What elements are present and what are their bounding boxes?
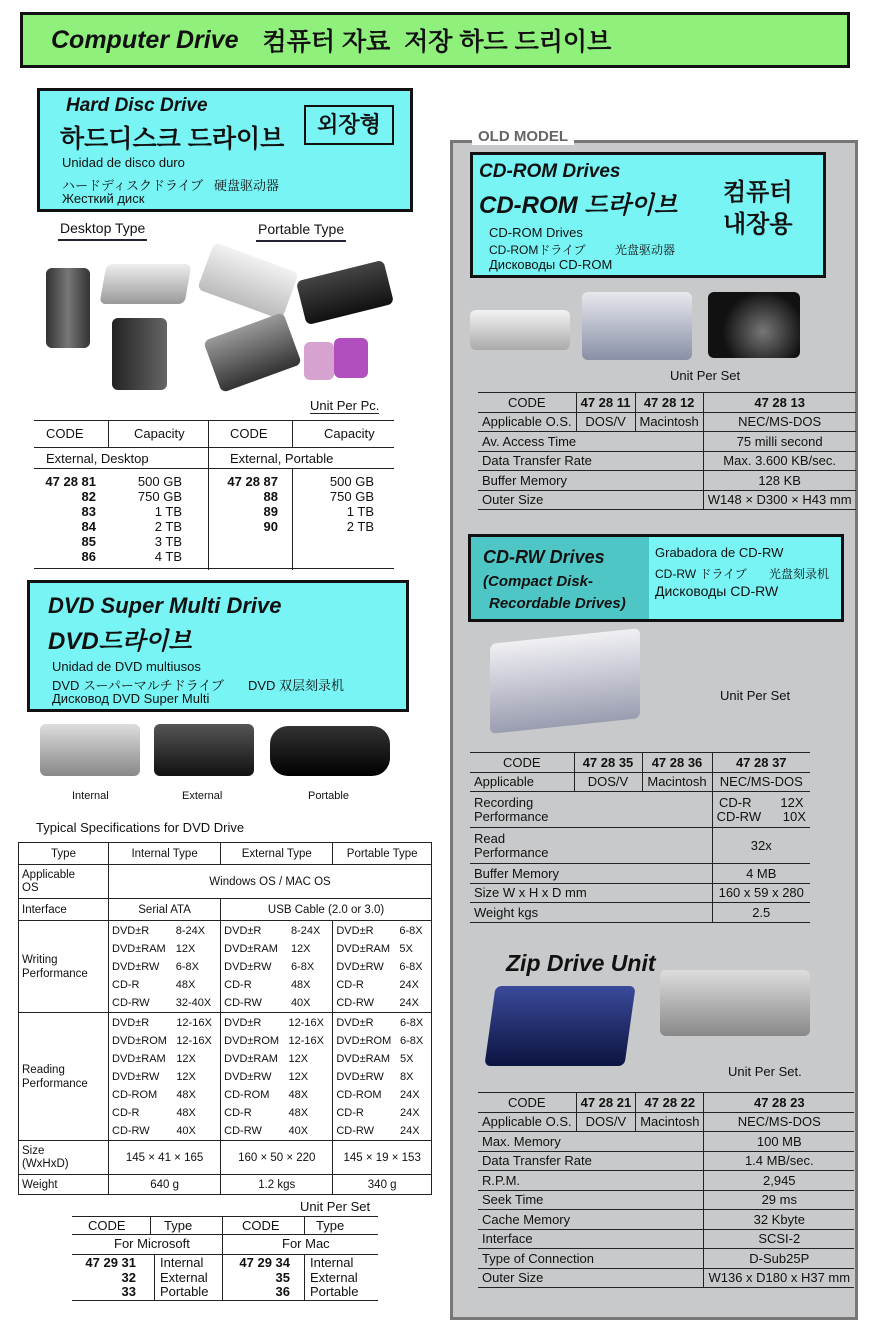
spec-value: 47 28 13 <box>703 393 855 413</box>
spec-row-label: Interface <box>19 899 109 921</box>
spec-size-external: 160 × 50 × 220 <box>221 1141 333 1175</box>
spec-media: DVD±RAM <box>336 1052 391 1065</box>
spec-speed: 5X <box>400 1052 414 1065</box>
spec-media: DVD±R <box>112 924 150 937</box>
spec-speed: 24X <box>399 996 419 1009</box>
internal-dvd-image <box>40 724 140 776</box>
hdd-es: Unidad de disco duro <box>62 155 185 170</box>
portable-hdd-image <box>197 242 299 320</box>
hdd-group-desktop: External, Desktop <box>46 451 149 466</box>
spec-media: CD-RW <box>224 1124 262 1137</box>
table-row <box>478 490 856 510</box>
external-caption: External <box>182 790 223 802</box>
spec-value: 32x <box>712 828 810 864</box>
spec-value: DOS/V <box>574 772 642 792</box>
spec-label: CODE <box>478 393 576 413</box>
spec-speed: 12X <box>288 1070 309 1083</box>
spec-speed: 8-24X <box>290 924 321 937</box>
spec-media: CD-ROM <box>336 1088 382 1101</box>
spec-speed: 24X <box>400 1088 420 1101</box>
spec-value: 47 28 12 <box>635 393 703 413</box>
spec-value: 75 milli second <box>703 432 855 452</box>
spec-value: W136 x D180 x H37 mm <box>704 1268 854 1288</box>
dvd-ru: Дисковод DVD Super Multi <box>52 691 210 706</box>
cdrw-title: CD-RW Drives <box>483 547 605 567</box>
external-dvd-image <box>154 724 254 776</box>
table-row <box>478 1268 854 1288</box>
spec-label: Outer Size <box>478 490 703 510</box>
spec-header: Internal Type <box>109 843 221 865</box>
spec-if-internal: Serial ATA <box>109 899 221 921</box>
table-row <box>470 864 810 884</box>
spec-speed: 40X <box>290 996 311 1009</box>
table-row <box>478 1132 854 1152</box>
spec-write-portable <box>336 922 428 1012</box>
spec-header: Portable Type <box>333 843 432 865</box>
spec-media: DVD±R <box>336 924 374 937</box>
spec-row-label: Size (WxHxD) <box>19 1141 109 1175</box>
spec-write-internal <box>112 922 217 1012</box>
spec-media: DVD±RW <box>224 960 272 973</box>
spec-value: 2.5 <box>712 903 810 923</box>
hdd-zh: 硬盘驱动器 <box>214 178 280 193</box>
spec-media: CD-ROM <box>112 1088 158 1101</box>
old-model-tag: OLD MODEL <box>472 128 574 145</box>
spec-speed: 8-24X <box>175 924 206 937</box>
table-row <box>478 1190 854 1210</box>
spec-media: DVD±R <box>336 1016 374 1029</box>
portable-hdd-image <box>304 342 334 380</box>
cdrom-unit-label: Unit Per Set <box>670 368 741 383</box>
spec-label: Data Transfer Rate <box>478 1151 704 1171</box>
spec-row-label: Writing Performance <box>19 921 109 1013</box>
spec-media: CD-ROM <box>224 1088 270 1101</box>
spec-weight-internal: 640 g <box>109 1175 221 1195</box>
cdrw-subtitle: (Compact Disk- <box>483 573 594 590</box>
cdrw-ja: CD-RW ドライブ <box>655 567 747 581</box>
spec-value: 2,945 <box>704 1171 854 1191</box>
page-banner <box>20 12 850 68</box>
spec-media: DVD±RAM <box>112 1052 166 1065</box>
desktop-hdd-image <box>46 268 90 348</box>
dvd-order-table <box>72 1216 378 1302</box>
spec-value: 47 28 35 <box>574 753 642 773</box>
spec-speed: 6-8X <box>400 1016 424 1029</box>
table-row <box>470 828 810 864</box>
dvd-unit-label: Unit Per Set <box>300 1199 371 1214</box>
order-header: CODE <box>88 1218 126 1233</box>
spec-speed: 6-8X <box>290 960 315 973</box>
spec-media: DVD±R <box>112 1016 150 1029</box>
table-row <box>478 1093 854 1113</box>
desktop-hdd-image <box>99 264 191 304</box>
spec-speed: 48X <box>288 1106 309 1119</box>
spec-speed: 6-8X <box>399 924 423 937</box>
cdrom-en: CD-ROM Drives <box>489 225 583 240</box>
order-ms-types: Internal External Portable <box>160 1255 209 1299</box>
order-ms-codes: 47 29 31 32 33 <box>85 1255 136 1299</box>
table-row <box>478 471 856 491</box>
zip-title: Zip Drive Unit <box>506 950 656 976</box>
internal-caption: Internal <box>72 790 109 802</box>
spec-media: CD-RW <box>336 1124 375 1137</box>
spec-value: 160 x 59 x 280 <box>712 883 810 903</box>
spec-media: DVD±ROM <box>336 1034 392 1047</box>
spec-label: Seek Time <box>478 1190 704 1210</box>
cdrw-image <box>490 628 640 734</box>
spec-weight-portable: 340 g <box>333 1175 432 1195</box>
hdd-header-code: CODE <box>230 426 268 441</box>
zip-unit-label: Unit Per Set. <box>728 1064 802 1079</box>
dvd-title-box <box>27 580 409 712</box>
cdrw-es: Grabadora de CD-RW <box>655 545 784 560</box>
spec-media: CD-R <box>336 978 364 991</box>
zip-drive-image <box>660 970 810 1036</box>
spec-speed: 6-8X <box>399 960 423 973</box>
spec-read-internal <box>112 1014 217 1140</box>
spec-label: Data Transfer Rate <box>478 451 703 471</box>
spec-media: DVD±ROM <box>224 1034 280 1047</box>
spec-if-external: USB Cable (2.0 or 3.0) <box>221 899 432 921</box>
banner-title-ko: 컴퓨터 자료 저장 하드 드리이브 <box>262 28 612 56</box>
table-row <box>478 1112 854 1132</box>
spec-value: DOS/V <box>576 412 635 432</box>
spec-value: 47 28 23 <box>704 1093 854 1113</box>
portable-dvd-image <box>270 726 390 776</box>
spec-speed: 5X <box>399 942 413 955</box>
table-row <box>478 1249 854 1269</box>
spec-header: External Type <box>221 843 333 865</box>
spec-value: W148 × D300 × H43 mm <box>703 490 855 510</box>
spec-label: Av. Access Time <box>478 432 703 452</box>
cdrom-image <box>470 310 570 350</box>
hdd-group-portable: External, Portable <box>230 451 334 466</box>
spec-value: 29 ms <box>704 1190 854 1210</box>
spec-label: Buffer Memory <box>470 864 712 884</box>
spec-speed: 12-16X <box>288 1016 324 1029</box>
spec-media: DVD±RW <box>336 1070 384 1083</box>
cdrom-ja: CD-ROMドライブ <box>489 243 586 257</box>
order-mac-types: Internal External Portable <box>310 1255 359 1299</box>
table-row <box>478 412 856 432</box>
spec-media: CD-R <box>224 1106 252 1119</box>
table-row <box>478 1171 854 1191</box>
spec-size-internal: 145 × 41 × 165 <box>109 1141 221 1175</box>
spec-label: CODE <box>478 1093 576 1113</box>
spec-speed: 32-40X <box>175 996 212 1009</box>
spec-speed: 48X <box>290 978 311 991</box>
cdrom-title-box <box>470 152 826 278</box>
order-group-microsoft: For Microsoft <box>114 1236 190 1251</box>
spec-label: Weight kgs <box>470 903 712 923</box>
spec-value: D-Sub25P <box>704 1249 854 1269</box>
spec-speed: 12X <box>175 942 196 955</box>
spec-row-label: Applicable OS <box>19 865 109 899</box>
dvd-zh: DVD 双层刻录机 <box>248 678 345 693</box>
cdrw-subtitle: Recordable Drives) <box>489 595 626 612</box>
spec-speed: 12X <box>288 1052 309 1065</box>
spec-label: Max. Memory <box>478 1132 704 1152</box>
spec-value: 47 28 21 <box>576 1093 636 1113</box>
spec-label: Applicable O.S. <box>478 1112 576 1132</box>
hdd-title-box <box>37 88 413 212</box>
spec-label: Read Performance <box>470 828 712 864</box>
dvd-spec-title: Typical Specifications for DVD Drive <box>36 820 245 835</box>
spec-speed: 12X <box>290 942 311 955</box>
spec-value: Macintosh <box>635 412 703 432</box>
spec-label: Applicable O.S. <box>478 412 576 432</box>
table-row <box>478 393 856 413</box>
spec-read-portable <box>336 1014 428 1140</box>
hdd-header-capacity: Capacity <box>324 426 375 441</box>
spec-value: CD-R 12X CD-RW 10X <box>712 792 810 828</box>
spec-value: NEC/MS-DOS <box>704 1112 854 1132</box>
spec-media: CD-R <box>112 1106 140 1119</box>
spec-speed: 6-8X <box>175 960 199 973</box>
spec-value: 128 KB <box>703 471 855 491</box>
spec-media: DVD±RAM <box>224 942 278 955</box>
hdd-badge: 외장형 <box>304 105 394 145</box>
spec-value: 47 28 22 <box>636 1093 704 1113</box>
portable-hdd-image <box>296 260 394 325</box>
table-row <box>470 753 810 773</box>
table-row <box>470 792 810 828</box>
spec-speed: 24X <box>399 978 419 991</box>
hdd-code-table <box>34 420 394 570</box>
spec-speed: 6-8X <box>400 1034 424 1047</box>
spec-speed: 12X <box>176 1052 196 1065</box>
spec-value: 32 Kbyte <box>704 1210 854 1230</box>
spec-speed: 24X <box>400 1106 420 1119</box>
hdd-unit-label: Unit Per Pc. <box>310 398 380 413</box>
portable-type-label: Portable Type <box>256 221 346 242</box>
spec-label: R.P.M. <box>478 1171 704 1191</box>
spec-media: DVD±RAM <box>336 942 391 955</box>
spec-media: CD-RW <box>112 1124 150 1137</box>
spec-speed: 8X <box>400 1070 414 1083</box>
spec-weight-external: 1.2 kgs <box>221 1175 333 1195</box>
spec-header: Type <box>19 843 109 865</box>
spec-label: Cache Memory <box>478 1210 704 1230</box>
spec-media: DVD±RW <box>224 1070 272 1083</box>
desktop-hdd-image <box>112 318 167 390</box>
spec-os-value: Windows OS / MAC OS <box>109 865 432 899</box>
spec-read-external <box>224 1014 329 1140</box>
spec-speed: 40X <box>176 1124 196 1137</box>
dvd-title-en: DVD Super Multi Drive <box>48 593 282 618</box>
hdd-header-capacity: Capacity <box>134 426 185 441</box>
spec-media: DVD±RAM <box>112 942 166 955</box>
spec-media: CD-R <box>336 1106 364 1119</box>
spec-value: NEC/MS-DOS <box>703 412 855 432</box>
spec-value: Macintosh <box>636 1112 704 1132</box>
spec-speed: 48X <box>175 978 196 991</box>
cdrw-title-box <box>468 534 844 622</box>
spec-speed: 48X <box>176 1106 196 1119</box>
table-row <box>478 1229 854 1249</box>
spec-label: Size W x H x D mm <box>470 883 712 903</box>
spec-media: CD-R <box>112 978 140 991</box>
cdrom-badge: 컴퓨터 내장용 <box>723 179 793 238</box>
zip-drive-image <box>484 986 635 1066</box>
hdd-ja: ハードディスクドライブ <box>62 178 204 193</box>
hdd-title-ko: 하드디스크 드라이브 <box>60 125 285 153</box>
spec-write-external <box>224 922 329 1012</box>
order-header: CODE <box>242 1218 280 1233</box>
spec-media: DVD±ROM <box>112 1034 167 1047</box>
order-mac-codes: 47 29 34 35 36 <box>239 1255 290 1299</box>
banner-title-en: Computer Drive <box>51 25 239 54</box>
spec-media: DVD±RW <box>112 960 160 973</box>
spec-value: Macintosh <box>642 772 712 792</box>
spec-label: Type of Connection <box>478 1249 704 1269</box>
hdd-desktop-codes: 47 28 81 82 83 84 85 86 <box>45 474 96 564</box>
hdd-title-en: Hard Disc Drive <box>66 95 208 116</box>
cdrw-unit-label: Unit Per Set <box>720 688 791 703</box>
zip-spec-table <box>478 1092 854 1288</box>
spec-label: Applicable <box>470 772 574 792</box>
spec-media: DVD±RW <box>112 1070 160 1083</box>
spec-media: DVD±RW <box>336 960 384 973</box>
spec-speed: 12X <box>176 1070 196 1083</box>
spec-label: Outer Size <box>478 1268 704 1288</box>
spec-label: Interface <box>478 1229 704 1249</box>
spec-value: 47 28 36 <box>642 753 712 773</box>
portable-hdd-image <box>334 338 368 378</box>
spec-label: Recording Performance <box>470 792 712 828</box>
table-row <box>478 1151 854 1171</box>
cdrom-image <box>708 292 800 358</box>
spec-value: 1.4 MB/sec. <box>704 1151 854 1171</box>
spec-value: 47 28 37 <box>712 753 810 773</box>
spec-value: NEC/MS-DOS <box>712 772 810 792</box>
spec-row-label: Reading Performance <box>19 1013 109 1141</box>
portable-hdd-image <box>203 312 302 393</box>
table-row <box>478 451 856 471</box>
portable-caption: Portable <box>308 790 349 802</box>
spec-media: CD-RW <box>112 996 150 1009</box>
spec-label: Buffer Memory <box>478 471 703 491</box>
hdd-ru: Жесткий диск <box>62 191 145 206</box>
spec-value: DOS/V <box>576 1112 636 1132</box>
spec-media: CD-RW <box>336 996 375 1009</box>
spec-media: DVD±R <box>224 1016 262 1029</box>
spec-media: CD-RW <box>224 996 262 1009</box>
spec-media: DVD±R <box>224 924 262 937</box>
spec-media: CD-R <box>224 978 252 991</box>
hdd-desktop-capacities: 500 GB 750 GB 1 TB 2 TB 3 TB 4 TB <box>137 474 182 564</box>
cdrom-image <box>582 292 692 360</box>
spec-speed: 40X <box>288 1124 309 1137</box>
hdd-header-code: CODE <box>46 426 84 441</box>
spec-speed: 12-16X <box>176 1016 212 1029</box>
dvd-es: Unidad de DVD multiusos <box>52 659 201 674</box>
cdrom-ru: Дисководы CD-ROM <box>489 257 613 272</box>
spec-speed: 48X <box>288 1088 309 1101</box>
order-header: Type <box>164 1218 193 1233</box>
spec-speed: 12-16X <box>288 1034 324 1047</box>
spec-label: CODE <box>470 753 574 773</box>
table-row <box>470 772 810 792</box>
spec-value: 100 MB <box>704 1132 854 1152</box>
spec-speed: 12-16X <box>176 1034 212 1047</box>
spec-row-label: Weight <box>19 1175 109 1195</box>
table-row <box>470 883 810 903</box>
table-row <box>478 432 856 452</box>
hdd-portable-codes: 47 28 87 88 89 90 <box>227 474 278 534</box>
spec-size-portable: 145 × 19 × 153 <box>333 1141 432 1175</box>
table-row <box>470 903 810 923</box>
spec-media: DVD±RAM <box>224 1052 278 1065</box>
cdrw-zh: 光盘刻录机 <box>769 567 830 581</box>
spec-value: SCSI-2 <box>704 1229 854 1249</box>
cdrom-spec-table <box>478 392 856 510</box>
order-group-mac: For Mac <box>282 1236 330 1251</box>
dvd-ja: DVD スーパーマルチドライブ <box>52 678 224 693</box>
spec-value: 4 MB <box>712 864 810 884</box>
dvd-title-ko: DVD드라이브 <box>48 628 192 655</box>
cdrw-spec-table <box>470 752 810 923</box>
desktop-type-label: Desktop Type <box>58 220 147 241</box>
spec-speed: 48X <box>176 1088 196 1101</box>
spec-value: 47 28 11 <box>576 393 635 413</box>
cdrw-ru: Дисководы CD-RW <box>655 583 779 599</box>
cdrom-title-en: CD-ROM Drives <box>479 161 621 182</box>
order-header: Type <box>316 1218 345 1233</box>
spec-speed: 24X <box>400 1124 420 1137</box>
spec-value: Max. 3.600 KB/sec. <box>703 451 855 471</box>
hdd-portable-capacities: 500 GB 750 GB 1 TB 2 TB <box>329 474 374 534</box>
cdrom-zh: 光盘驱动器 <box>615 243 676 257</box>
dvd-spec-table <box>18 842 432 1195</box>
table-row <box>478 1210 854 1230</box>
cdrom-title-ko: CD-ROM 드라이브 <box>479 192 678 219</box>
